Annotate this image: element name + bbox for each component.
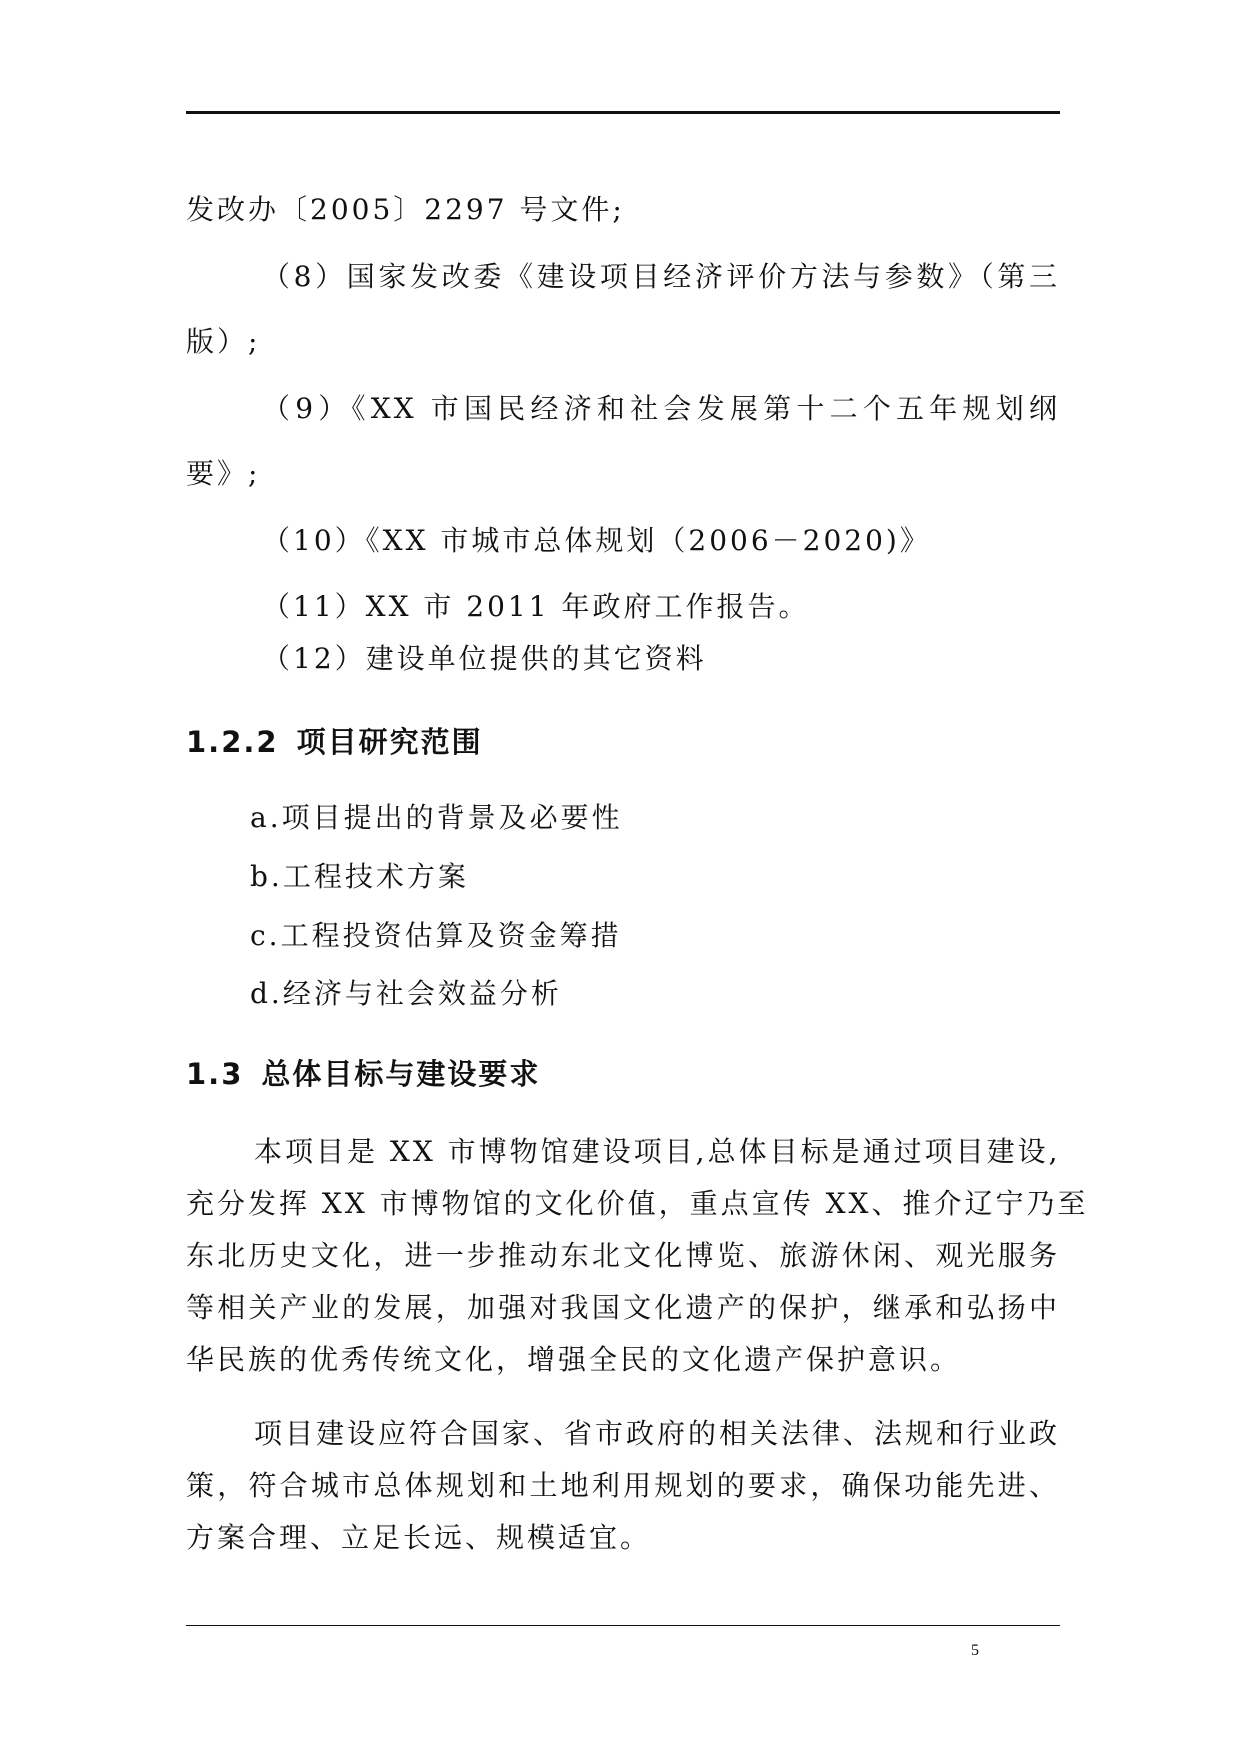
section-number: 1.2.2 bbox=[186, 725, 279, 759]
ref-8-line-2: 版）; bbox=[186, 325, 261, 358]
scope-item-d: d.经济与社会效益分析 bbox=[250, 977, 562, 1010]
paragraph-2-line-1: 项目建设应符合国家、省市政府的相关法律、法规和行业政 bbox=[254, 1417, 1061, 1450]
ref-12: （12）建设单位提供的其它资料 bbox=[262, 642, 707, 675]
ref-10: （10）《XX 市城市总体规划（2006－2020)》 bbox=[262, 524, 931, 557]
section-number: 1.3 bbox=[186, 1057, 244, 1091]
ref-11: （11）XX 市 2011 年政府工作报告。 bbox=[262, 590, 810, 623]
ref-9-line-1: （9）《XX 市国民经济和社会发展第十二个五年规划纲 bbox=[262, 392, 1060, 425]
section-1-2-2-heading bbox=[186, 722, 483, 762]
ref-8-line-1: （8）国家发改委《建设项目经济评价方法与参数》（第三 bbox=[262, 260, 1060, 293]
paragraph-1-line-1: 本项目是 XX 市博物馆建设项目,总体目标是通过项目建设, bbox=[254, 1135, 1061, 1168]
section-title: 总体目标与建设要求 bbox=[261, 1057, 541, 1091]
scope-item-c: c.工程投资估算及资金筹措 bbox=[250, 919, 622, 952]
paragraph-1-line-5: 华民族的优秀传统文化，增强全民的文化遗产保护意识。 bbox=[186, 1343, 962, 1376]
scope-item-b: b.工程技术方案 bbox=[250, 860, 469, 893]
scope-item-a: a.项目提出的背景及必要性 bbox=[250, 801, 623, 834]
footer-rule bbox=[186, 1625, 1060, 1626]
ref-9-line-2: 要》; bbox=[186, 457, 261, 490]
section-title: 项目研究范围 bbox=[296, 725, 483, 759]
header-rule bbox=[186, 111, 1060, 114]
paragraph-2-line-2: 策，符合城市总体规划和土地利用规划的要求，确保功能先进、 bbox=[186, 1469, 1060, 1502]
ref-7-continuation: 发改办〔2005〕2297 号文件; bbox=[186, 193, 625, 226]
section-1-3-heading bbox=[186, 1054, 540, 1094]
paragraph-2-line-3: 方案合理、立足长远、规模适宜。 bbox=[186, 1521, 652, 1554]
paragraph-1-line-3: 东北历史文化，进一步推动东北文化博览、旅游休闲、观光服务 bbox=[186, 1239, 1060, 1272]
paragraph-1-line-4: 等相关产业的发展，加强对我国文化遗产的保护，继承和弘扬中 bbox=[186, 1291, 1060, 1324]
page-number: 5 bbox=[971, 1642, 979, 1659]
paragraph-1-line-2: 充分发挥 XX 市博物馆的文化价值，重点宣传 XX、推介辽宁乃至 bbox=[186, 1187, 1089, 1220]
